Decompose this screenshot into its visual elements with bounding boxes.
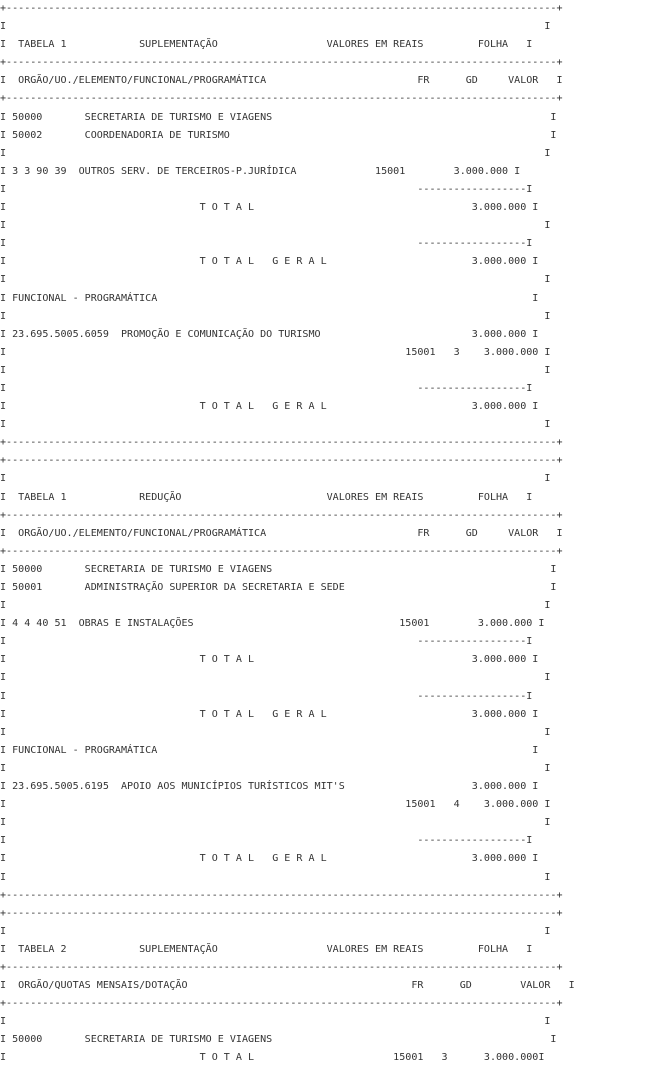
report-line: I I <box>0 419 551 431</box>
report-line: I I <box>0 364 551 376</box>
report-line: I I <box>0 762 551 774</box>
report-line: I 50000 SECRETARIA DE TURISMO E VIAGENS I <box>0 111 557 123</box>
report-line: I I <box>0 817 551 829</box>
report-line: I 50001 ADMINISTRAÇÃO SUPERIOR DA SECRETARIA E SEDE I <box>0 582 557 593</box>
report-line: I 4 4 40 51 OBRAS E INSTALAÇÕES 15001 3.000.000 I <box>0 618 545 630</box>
report-line: I I <box>0 1016 551 1028</box>
report-line: I ORGÃO/UO./ELEMENTO/FUNCIONAL/PROGRAMÁTICA FR GD VALOR I <box>0 527 563 539</box>
report-line: I I <box>0 147 551 159</box>
report-line: +-------------------------------------------------------------------------------------------+ <box>0 437 563 449</box>
report-line: I T O T A L 15001 3 3.000.000I <box>0 1052 545 1064</box>
report-line: +-------------------------------------------------------------------------------------------+ <box>0 889 563 901</box>
report-line: I T O T A L G E R A L 3.000.000 I <box>0 256 539 268</box>
report-line: I I <box>0 473 551 485</box>
report-line: +-------------------------------------------------------------------------------------------+ <box>0 998 563 1010</box>
report-line: I TABELA 1 SUPLEMENTAÇÃO VALORES EM REAIS FOLHA I <box>0 39 533 51</box>
report-line: I ------------------I <box>0 183 533 195</box>
report-line: I ------------------I <box>0 835 533 847</box>
report-line: I FUNCIONAL - PROGRAMÁTICA I <box>0 744 539 756</box>
report-line: I TABELA 1 REDUÇÃO VALORES EM REAIS FOLHA I <box>0 491 533 503</box>
report-line: +-------------------------------------------------------------------------------------------+ <box>0 57 563 69</box>
report-line: I T O T A L 3.000.000 I <box>0 654 539 666</box>
report-line: I I <box>0 871 551 883</box>
report-line: I I <box>0 21 551 33</box>
report-line: +-------------------------------------------------------------------------------------------+ <box>0 907 563 919</box>
report-line: I ------------------I <box>0 690 533 702</box>
report-line: I TABELA 2 SUPLEMENTAÇÃO VALORES EM REAIS FOLHA I <box>0 943 533 955</box>
report-line: +-------------------------------------------------------------------------------------------+ <box>0 93 563 105</box>
report-line: I I <box>0 925 551 937</box>
report-line: I 50002 COORDENADORIA DE TURISMO I <box>0 129 557 141</box>
report-line: I 15001 3 3.000.000 I <box>0 346 551 358</box>
report-line: I I <box>0 274 551 286</box>
report-line: I ------------------I <box>0 636 533 648</box>
report-line: I T O T A L G E R A L 3.000.000 I <box>0 853 539 865</box>
report-line: +-------------------------------------------------------------------------------------------+ <box>0 3 563 14</box>
report-line: I I <box>0 600 551 612</box>
report-line: I 23.695.5005.6195 APOIO AOS MUNICÍPIOS TURÍSTICOS MIT'S 3.000.000 I <box>0 781 539 793</box>
report-line: +-------------------------------------------------------------------------------------------+ <box>0 545 563 557</box>
report-line: I 15001 4 3.000.000 I <box>0 799 551 811</box>
report-line: I I <box>0 672 551 684</box>
report-line: I T O T A L G E R A L 3.000.000 I <box>0 708 539 720</box>
report-line: I I <box>0 726 551 738</box>
report-line: I 50000 SECRETARIA DE TURISMO E VIAGENS I <box>0 1034 557 1046</box>
report-line: I 50000 SECRETARIA DE TURISMO E VIAGENS I <box>0 563 557 575</box>
report-line: I ORGÃO/UO./ELEMENTO/FUNCIONAL/PROGRAMÁTICA FR GD VALOR I <box>0 75 563 87</box>
report-line: I ------------------I <box>0 238 533 250</box>
report-line: I I <box>0 310 551 322</box>
report-line: I T O T A L G E R A L 3.000.000 I <box>0 401 539 413</box>
report-line: I FUNCIONAL - PROGRAMÁTICA I <box>0 292 539 304</box>
report-line: +-------------------------------------------------------------------------------------------+ <box>0 455 563 467</box>
report-line: I 23.695.5005.6059 PROMOÇÃO E COMUNICAÇÃO DO TURISMO 3.000.000 I <box>0 328 539 340</box>
report-line: +-------------------------------------------------------------------------------------------+ <box>0 509 563 521</box>
report-line: I T O T A L 3.000.000 I <box>0 202 539 214</box>
report-line: +-------------------------------------------------------------------------------------------+ <box>0 961 563 973</box>
report-line: I ORGÃO/QUOTAS MENSAIS/DOTAÇÃO FR GD VALOR I <box>0 980 575 992</box>
report-line: I I <box>0 220 551 232</box>
report-line: I 3 3 90 39 OUTROS SERV. DE TERCEIROS-P.JURÍDICA 15001 3.000.000 I <box>0 165 521 177</box>
report-line: I ------------------I <box>0 382 533 394</box>
